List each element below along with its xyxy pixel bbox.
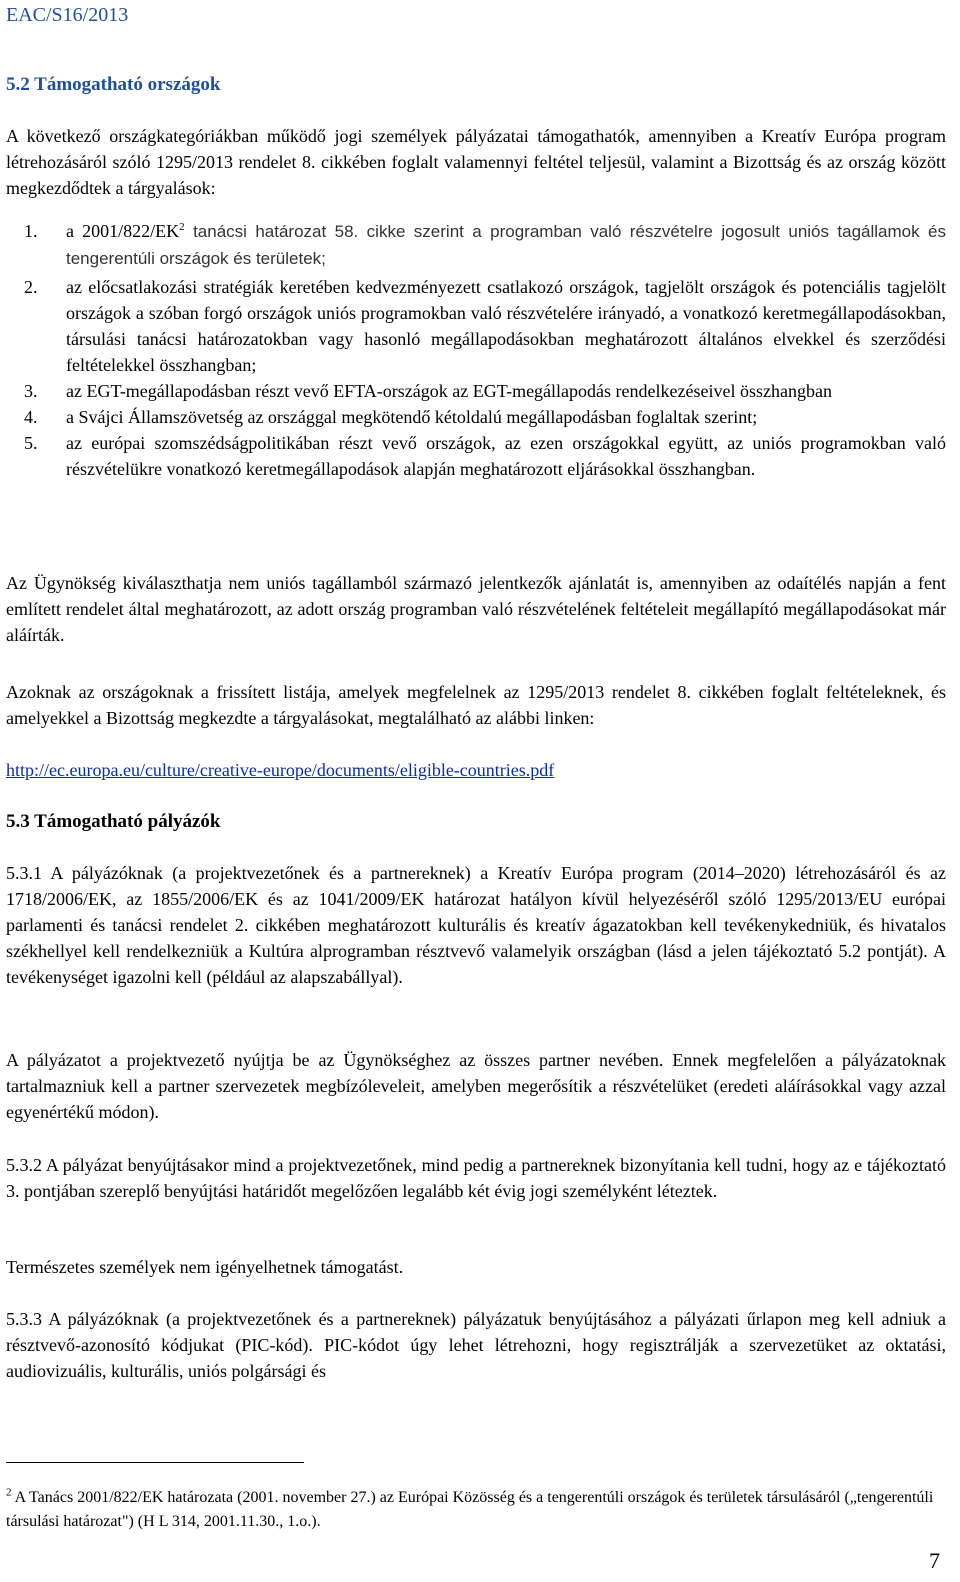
application-submission-paragraph: A pályázatot a projektvezető nyújtja be az Ügynökséghez az összes partner nevében. Ennek megfelelően a pályázatoknak tartalmazniuk kell a partner szervezetek megbízóleveleit, amelyben megerősítik a részvételüket (eredeti aláírásokkal vagy azzal egyenértékű módon). xyxy=(6,1050,946,1122)
list-item-number: 3. xyxy=(24,381,38,401)
document-id-header: EAC/S16/2013 xyxy=(6,4,129,26)
footnote xyxy=(6,1486,936,1534)
eligible-countries-link-line xyxy=(6,757,946,783)
list-item-number: 1. xyxy=(24,221,38,241)
list-item-number: 4. xyxy=(24,407,38,427)
list-item-text: az előcsatlakozási stratégiák keretében kedvezményezett csatlakozó országok, tagjelölt országok és potenciális tagjelölt országok a szóban forgó országok uniós programokban való részvételére irányadó, a vonatkozó keretmegállapodásokban, társulási tanácsi határozatokban vagy hasonló megállapodásokban meghatározott általános elvekkel és szerződési feltételekkel összhangban; xyxy=(66,277,946,375)
list-item-text: az európai szomszédságpolitikában részt vevő országok, az ezen országokkal együtt, az uniós programokban való részvételükre vonatkozó keretmegállapodások alapján meghatározott eljárásokkal összhangban. xyxy=(66,433,946,479)
list-item xyxy=(6,218,946,272)
list-item xyxy=(6,378,946,404)
page-number: 7 xyxy=(929,1548,940,1573)
footnote-separator xyxy=(6,1462,304,1463)
paragraph-5-3-2: 5.3.2 A pályázat benyújtásakor mind a projektvezetőnek, mind pedig a partnereknek bizonyítania kell tudni, hogy az e tájékoztató 3. pontjában szereplő benyújtási határidőt megelőzően legalább két évig jogi személyként léteztek. xyxy=(6,1155,946,1201)
section-5-2-title: 5.2 Támogatható országok xyxy=(6,74,221,95)
list-item-text: a Svájci Államszövetség az országgal megkötendő kétoldalú megállapodásban foglaltak szerint; xyxy=(66,407,758,427)
list-item xyxy=(6,404,946,430)
paragraph-5-3-1: 5.3.1 A pályázóknak (a projektvezetőnek és a partnereknek) a Kreatív Európa program (2014–2020) létrehozásáról és az 1718/2006/EK, az 1855/2006/EK és az 1041/2009/EK határozat hatályon kívül helyezéséről szóló 1295/2013/EU európai parlamenti és tanácsi rendelet 2. cikkében meghatározott kulturális és kreatív ágazatokban kell tevékenykedniük, és hivatalos székhellyel kell rendelkezniük a Kultúra alprogramban résztvevő valamelyik országban (lásd a jelen tájékoztató 5.2 pontját). A tevékenységet igazolni kell (például az alapszabállyal). xyxy=(6,863,946,987)
updated-list-paragraph: Azoknak az országoknak a frissített listája, amelyek megfelelnek az 1295/2013 rendelet 8. cikkében foglalt feltételeknek, és amelyekkel a Bizottság megkezdte a tárgyalásokat, megtalálható az alábbi linken: xyxy=(6,682,946,728)
footnote-reference[interactable]: 2 xyxy=(179,221,185,233)
list-item xyxy=(6,430,946,482)
list-item-text-start: a 2001/822/EK xyxy=(66,221,180,241)
eligible-countries-list xyxy=(6,218,946,482)
list-item-text: az EGT-megállapodásban részt vevő EFTA-országok az EGT-megállapodás rendelkezéseivel összhangban xyxy=(66,381,832,401)
agency-selection-paragraph: Az Ügynökség kiválaszthatja nem uniós tagállamból származó jelentkezők ajánlatát is, amennyiben az odaítélés napján a fent említett rendelet által meghatározott, az adott ország programban való részvételének feltételeit megállapító megállapodásokat már aláírták. xyxy=(6,573,946,645)
paragraph-5-3-3: 5.3.3 A pályázóknak (a projektvezetőnek és a partnereknek) pályázatuk benyújtásához a pályázati űrlapon meg kell adniuk a résztvevő-azonosító kódjukat (PIC-kód). PIC-kódot úgy lehet létrehozni, hogy regisztrálják a szervezetüket az oktatási, audiovizuális, kulturális, uniós polgársági és xyxy=(6,1309,946,1381)
footnote-text: A Tanács 2001/822/EK határozata (2001. november 27.) az Európai Közösség és a tengerentúli országok és területek társulásáról („tengerentúli társulási határozat") (H L 314, 2001.11.30., 1.o.). xyxy=(6,1489,934,1530)
section-5-3-title: 5.3 Támogatható pályázók xyxy=(6,811,221,832)
list-item-text-end: tanácsi határozat 58. cikke szerint a programban való részvételre jogosult uniós tagállamok és tengerentúli országok és területek; xyxy=(66,222,946,268)
footnote-marker: 2 xyxy=(6,1486,12,1499)
list-item-number: 2. xyxy=(24,277,38,297)
list-item-number: 5. xyxy=(24,433,38,453)
eligible-countries-intro: A következő országkategóriákban működő jogi személyek pályázatai támogathatók, amennyiben a Kreatív Európa program létrehozásáról szóló 1295/2013 rendelet 8. cikkében foglalt valamennyi feltétel teljesül, valamint a Bizottság és az ország között megkezdődtek a tárgyalások: xyxy=(6,126,946,198)
list-item xyxy=(6,274,946,378)
eligible-countries-link[interactable]: http://ec.europa.eu/culture/creative-europe/documents/eligible-countries.pdf xyxy=(6,760,555,780)
natural-persons-paragraph: Természetes személyek nem igényelhetnek támogatást. xyxy=(6,1257,404,1277)
